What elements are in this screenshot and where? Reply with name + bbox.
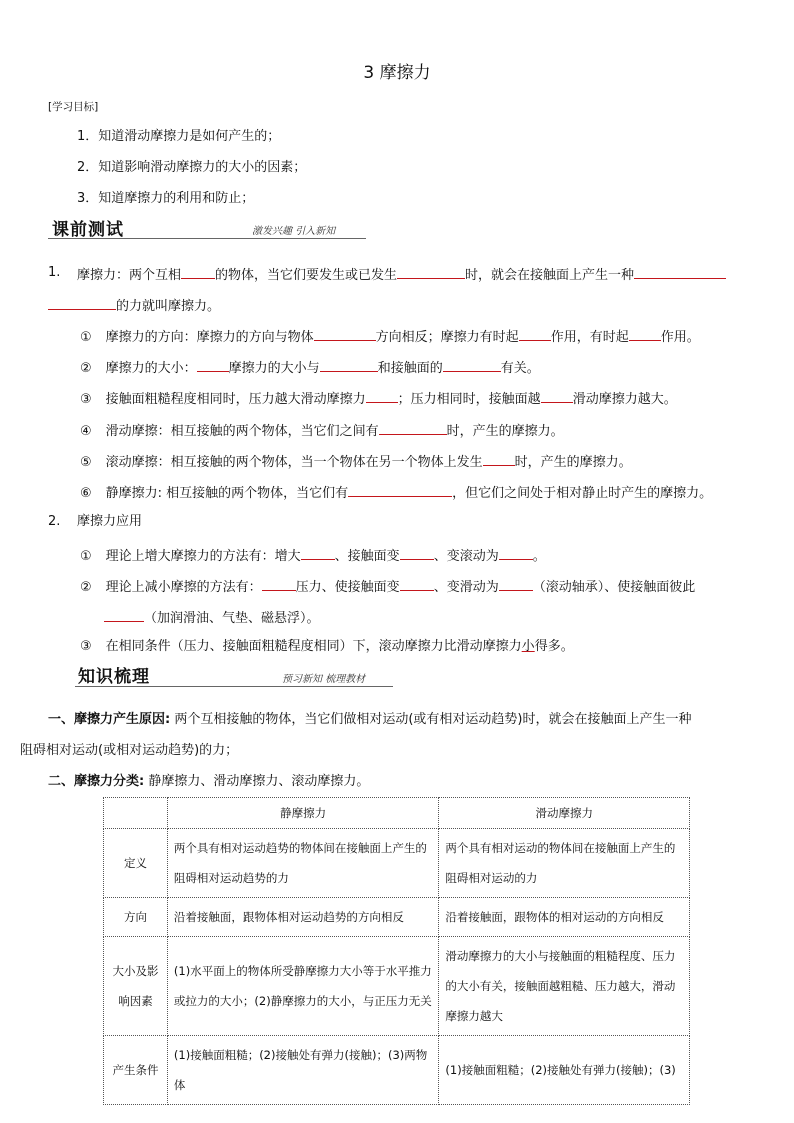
fill-blank	[541, 388, 573, 403]
q2-item-2-cont: （加润滑油、气垫、磁悬浮）。	[104, 607, 320, 628]
q1-item-2: ② 摩擦力的大小： 摩擦力的大小与 和接触面的 有关。	[80, 357, 540, 378]
fill-blank	[301, 545, 335, 560]
table-header-cell: 静摩擦力	[167, 798, 439, 829]
table-header-row	[104, 798, 690, 829]
q1-item-4: ④ 滑动摩擦：相互接触的两个物体，当它们之间有 时，产生的摩擦力。	[80, 420, 564, 441]
fill-blank	[379, 420, 447, 435]
fill-blank	[483, 451, 515, 466]
table-cell: 滑动摩擦力的大小与接触面的粗糙程度、压力的大小有关，接触面越粗糙、压力越大，滑动摩擦力越大	[439, 937, 690, 1036]
table-cell: 两个具有相对运动的物体间在接触面上产生的阻碍相对运动的力	[439, 829, 690, 898]
fill-blank	[320, 357, 378, 372]
fill-blank	[499, 576, 533, 591]
fill-blank	[629, 326, 661, 341]
fill-blank	[366, 388, 398, 403]
fill-blank	[197, 357, 229, 372]
fill-blank	[48, 295, 116, 310]
question-1-line-1: 摩擦力：两个互相 的物体，当它们要发生或已发生 时，就会在接触面上产生一种	[77, 264, 726, 285]
fill-blank	[400, 545, 434, 560]
q1-item-5: ⑤ 滚动摩擦：相互接触的两个物体，当一个物体在另一个物体上发生 时，产生的摩擦力。	[80, 451, 632, 472]
objective-item: 1．知道滑动摩擦力是如何产生的；	[77, 129, 281, 144]
table-cell: (1)接触面粗糙；(2)接触处有弹力(接触)；(3)	[439, 1036, 690, 1105]
page-title: 3 摩擦力	[363, 63, 431, 83]
section-tagline: 预习新知 梳理教材	[282, 674, 366, 685]
table-row-label: 大小及影响因素	[104, 937, 168, 1036]
table-row	[104, 898, 690, 937]
table-cell: 两个具有相对运动趋势的物体间在接触面上产生的阻碍相对运动趋势的力	[167, 829, 439, 898]
question-number: 1.	[48, 265, 61, 280]
q1-item-1: ① 摩擦力的方向：摩擦力的方向与物体 方向相反；摩擦力有时起 作用，有时起 作用。	[80, 326, 700, 347]
fill-blank	[634, 264, 726, 279]
friction-comparison-table	[103, 797, 690, 1105]
question-2-label: 摩擦力应用	[77, 514, 143, 529]
fill-blank	[314, 326, 376, 341]
fill-blank	[519, 326, 551, 341]
knowledge-cause: 一、摩擦力产生原因: 两个互相接触的物体，当它们做相对运动(或有相对运动趋势)时，就会在接触面上产生一种	[48, 712, 692, 727]
fill-blank	[104, 607, 144, 622]
section-divider	[48, 238, 366, 239]
table-cell: 沿着接触面，跟物体相对运动趋势的方向相反	[167, 898, 439, 937]
fill-blank	[348, 482, 452, 497]
table-row-label: 定义	[104, 829, 168, 898]
q2-item-1: ① 理论上增大摩擦力的方法有：增大 、接触面变 、变滚动为 。	[80, 545, 546, 566]
question-number: 2.	[48, 514, 61, 529]
section-heading-pretest: 课前测试	[52, 220, 124, 240]
table-header-cell: 滑动摩擦力	[439, 798, 690, 829]
fill-blank	[400, 576, 434, 591]
fill-blank	[499, 545, 533, 560]
table-cell: 沿着接触面，跟物体的相对运动的方向相反	[439, 898, 690, 937]
objective-item: 2．知道影响滑动摩擦力的大小的因素；	[77, 160, 307, 175]
knowledge-classification: 二、摩擦力分类: 静摩擦力、滑动摩擦力、滚动摩擦力。	[48, 774, 370, 789]
section-heading-knowledge: 知识梳理	[78, 667, 150, 687]
knowledge-cause-cont: 阻碍相对运动(或相对运动趋势)的力；	[20, 743, 239, 758]
fill-blank	[262, 576, 296, 591]
fill-blank	[181, 264, 215, 279]
fill-blank	[397, 264, 465, 279]
table-row	[104, 829, 690, 898]
objectives-label: [学习目标]	[48, 101, 99, 113]
q1-item-6: ⑥ 静摩擦力: 相互接触的两个物体，当它们有 ，但它们之间处于相对静止时产生的摩擦力。	[80, 482, 712, 503]
table-cell: (1)水平面上的物体所受静摩擦力大小等于水平推力或拉力的大小；(2)静摩擦力的大小，与正压力无关	[167, 937, 439, 1036]
table-row-label: 产生条件	[104, 1036, 168, 1105]
section-divider	[75, 686, 393, 687]
table-cell: (1)接触面粗糙；(2)接触处有弹力(接触)；(3)两物体	[167, 1036, 439, 1105]
objective-item: 3．知道摩擦力的利用和防止；	[77, 191, 255, 206]
q1-item-3: ③ 接触面粗糙程度相同时，压力越大滑动摩擦力 ；压力相同时，接触面越 滑动摩擦力越大。	[80, 388, 677, 409]
table-row-label: 方向	[104, 898, 168, 937]
section-tagline: 激发兴趣 引入新知	[252, 226, 336, 237]
table-row	[104, 937, 690, 1036]
question-1-line-2: 的力就叫摩擦力。	[48, 295, 220, 316]
q2-item-3: ③ 在相同条件（压力、接触面粗糙程度相同）下，滚动摩擦力比滑动摩擦力小得多。	[80, 639, 574, 654]
table-header-cell	[104, 798, 168, 829]
fill-blank	[443, 357, 501, 372]
q2-item-2: ② 理论上减小摩擦的方法有： 压力、使接触面变 、变滑动为 （滚动轴承）、使接触面彼此	[80, 576, 695, 597]
table-row	[104, 1036, 690, 1105]
